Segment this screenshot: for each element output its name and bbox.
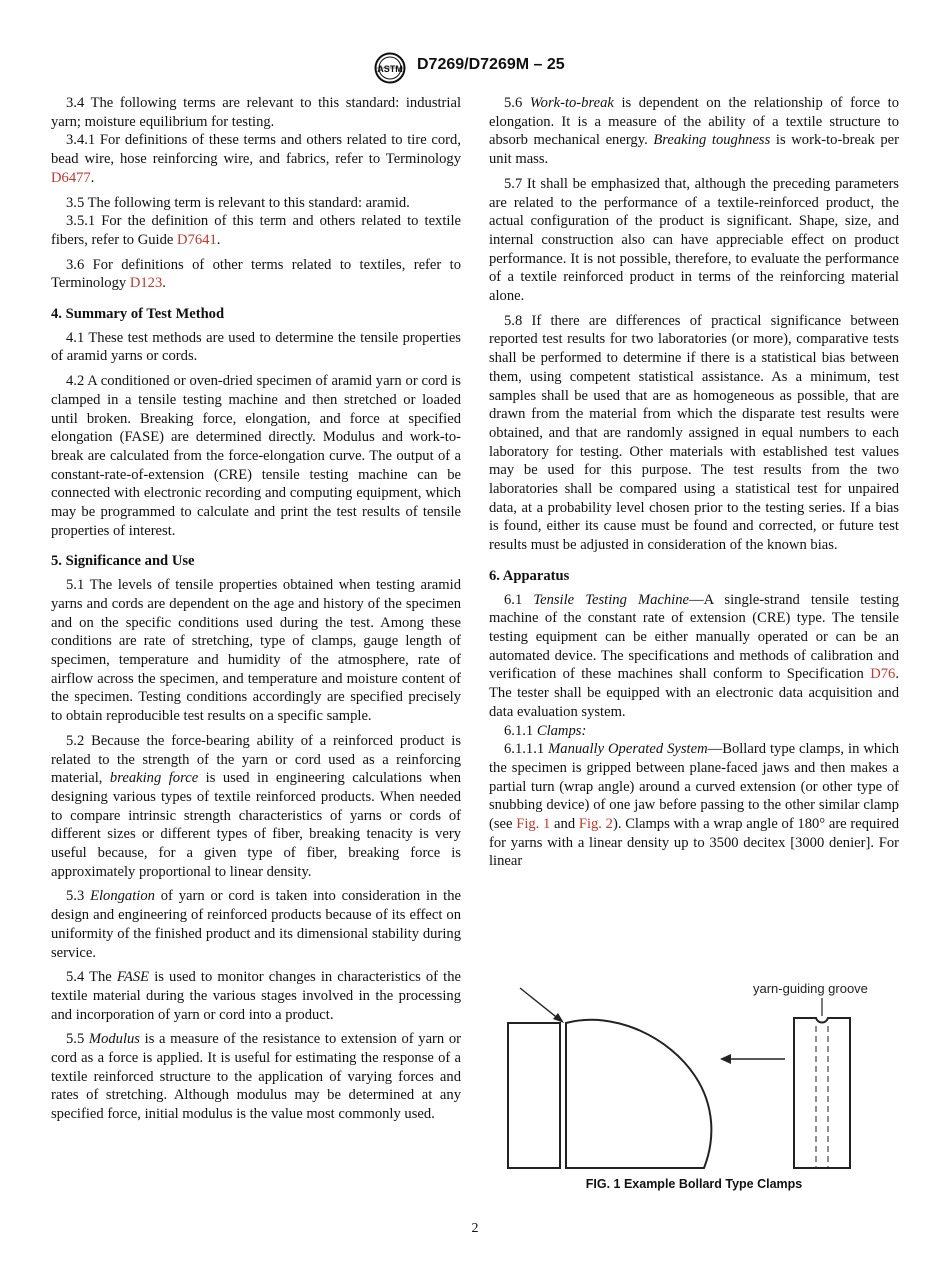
paragraph-5-8: 5.8 If there are differences of practical significance between reported test results for two laboratories (or more), comparative tests shall be performed to determine if there is a statistical bias between them, using competent statistical assistance. As a minimum, test samples shall be used that are as homogeneous as possible, that are drawn from the material from which the disparate test results were obtained, and that are randomly assigned in equal numbers to each laboratory for testing. Other materials with established test values may be used for this purpose. The test results from the two laboratories shall be compared using a statistical test for unpaired data, at a probability level chosen prior to the testing series. If a bias is found, either its cause must be found and corrected, or future test results must be adjusted in consideration of the known bias. bbox=[489, 312, 899, 554]
page-header bbox=[0, 52, 950, 86]
term-tensile-testing-machine: Tensile Testing Machine bbox=[533, 591, 690, 608]
paragraph-number: 5.3 bbox=[66, 888, 91, 905]
paragraph-3-5-1 bbox=[51, 212, 461, 249]
term-breaking-force: breaking force bbox=[109, 770, 199, 787]
term-clamps: Clamps: bbox=[536, 722, 587, 739]
section-heading-5: 5. Significance and Use bbox=[51, 553, 195, 570]
paragraph-text: 3.5.1 For the definition of this term and others related to textile fibers, refer to Guide bbox=[51, 213, 461, 248]
paragraph-number: 6.1.1 bbox=[504, 722, 537, 739]
paragraph-text: —A single-strand tensile testing machine of the constant rate of extension (CRE) type. The tensile testing equipment can be either manually operated or can be an automated device. The specifications and methods of calibration and verification of these machines shall conform to Specification bbox=[489, 591, 899, 683]
paragraph-3-6 bbox=[51, 256, 461, 293]
term-fase: FASE bbox=[116, 969, 150, 986]
ref-link-d6477[interactable]: D6477 bbox=[51, 169, 91, 186]
paragraph-3-4: 3.4 The following terms are relevant to this standard: industrial yarn; moisture equilibrium for testing. bbox=[51, 95, 461, 130]
paragraph-text: of yarn or cord is taken into consideration in the design and engineering of reinforced products because of its effect on uniformity of the finished product and its dimensional stability during service. bbox=[51, 888, 462, 961]
paragraph-text: . The tester shall be equipped with an electronic data acquisition and data evaluation system. bbox=[489, 666, 899, 720]
paragraph-6-1-1 bbox=[489, 722, 899, 741]
ref-link-fig-2[interactable]: Fig. 2 bbox=[578, 816, 613, 833]
paragraph-number: 5.5 bbox=[66, 1031, 89, 1048]
side-view-arrow-head bbox=[720, 1054, 731, 1064]
paragraph-text: and bbox=[550, 816, 579, 833]
section-heading-6: 6. Apparatus bbox=[489, 567, 570, 584]
paragraph-text: is used in engineering calculations when designing various types of textile reinforced products. When needed to compare intrinsic strength characteristics of yarns or cords of different sizes or different types of fiber, breaking tenacity is very useful because, for a given type of fiber, breaking force is approximately proportional to linear density. bbox=[51, 770, 461, 880]
paragraph-4-2: 4.2 A conditioned or oven-dried specimen of aramid yarn or cord is clamped in a tensile testing machine and then stretched or loaded until broken. Breaking force, elongation, and force at specified elongation (FASE) are determined directly. Modulus and work-to-break are calculated from the force-elongation curve. The output of a constant-rate-of-extension (CRE) tensile testing machine can be connected with electronic recording and computing equipment, which may be programmed to calculate and print the test results of tensile properties of interest. bbox=[51, 373, 461, 539]
astm-logo-icon bbox=[372, 52, 408, 84]
paragraph-text: is used to monitor changes in characteristics of the textile material during the various stages involved in the processing and incorporation of yarn or cord into a product. bbox=[51, 969, 461, 1023]
paragraph-number: 5.6 bbox=[504, 95, 530, 111]
side-view-jaw bbox=[794, 1018, 850, 1168]
paragraph-text: 3.6 For definitions of other terms related to textiles, refer to Terminology bbox=[51, 256, 461, 292]
paragraph-5-5 bbox=[51, 1030, 461, 1124]
document-designation: D7269/D7269M – 25 bbox=[417, 56, 565, 73]
term-work-to-break: Work-to-break bbox=[529, 95, 614, 111]
paragraph-text: is work-to-break per unit mass. bbox=[489, 132, 899, 168]
left-column bbox=[51, 94, 461, 1124]
right-column bbox=[489, 94, 899, 871]
ref-link-d76[interactable]: D76 bbox=[870, 666, 896, 683]
paragraph-3-4-1 bbox=[51, 131, 461, 187]
paragraph-text: ). Clamps with a wrap angle of 180° are required for yarns with a linear density up to 3500 decitex [3000 denier]. For linear bbox=[489, 816, 899, 870]
paragraph-5-1: 5.1 The levels of tensile properties obtained when testing aramid yarns and cords are dependent on the age and history of the specimen and on the specific conditions used during the test. Among these conditions are rate of stretching, type of clamps, gauge length of specimen, temperature and humidity of the atmosphere, rate of airflow across the specimen, and temperature and moisture content of the specimen. Testing conditions accordingly are specified precisely to obtain reproducible test results on a specific sample. bbox=[51, 577, 461, 725]
paragraph-text: . bbox=[90, 169, 95, 186]
paragraph-5-6 bbox=[489, 94, 899, 169]
pointer-arrow-head bbox=[553, 1013, 564, 1023]
flat-jaw bbox=[508, 1023, 560, 1168]
bollard-curved-jaw bbox=[566, 1020, 711, 1168]
paragraph-text: is dependent on the relationship of force to elongation. It is a measure of the ability of a textile structure to absorb mechanical energy. bbox=[489, 95, 899, 149]
svg-text:ASTM: ASTM bbox=[377, 64, 403, 74]
paragraph-text: is a measure of the resistance to extension of yarn or cord as a force is applied. It is useful for estimating the response of a textile reinforced structure to the application of varying forces and rates of stretching. Although modulus may be determined at any specified force, initial modulus is the value most commonly used. bbox=[51, 1031, 462, 1123]
paragraph-text: 5.2 Because the force-bearing ability of a reinforced product is related to the strength of the yarn or cord used as a reinforcing material, bbox=[51, 732, 461, 787]
groove-label: yarn-guiding groove bbox=[753, 981, 868, 996]
ref-link-d7641[interactable]: D7641 bbox=[177, 231, 217, 248]
paragraph-number: 6.1 bbox=[504, 591, 534, 608]
paragraph-text: 5.4 The bbox=[66, 969, 117, 986]
paragraph-5-2 bbox=[51, 732, 461, 882]
paragraph-3-5: 3.5 The following term is relevant to this standard: aramid. bbox=[66, 194, 410, 211]
section-heading-4: 4. Summary of Test Method bbox=[51, 306, 225, 323]
ref-link-d123[interactable]: D123 bbox=[129, 275, 163, 292]
paragraph-5-3 bbox=[51, 887, 461, 962]
ref-link-fig-1[interactable]: Fig. 1 bbox=[516, 816, 551, 833]
paragraph-6-1-1-1 bbox=[489, 740, 899, 871]
paragraph-number: 6.1.1.1 bbox=[504, 741, 549, 758]
pointer-arrow-line bbox=[520, 988, 560, 1020]
paragraph-text: 3.4.1 For definitions of these terms and others related to tire cord, bead wire, hose reinforcing wire, and fabrics, refer to Terminology bbox=[51, 132, 461, 168]
term-manually-operated-system: Manually Operated System bbox=[548, 741, 708, 758]
paragraph-4-1: 4.1 These test methods are used to determine the tensile properties of aramid yarns or cords. bbox=[51, 329, 461, 365]
paragraph-5-7: 5.7 It shall be emphasized that, although the preceding parameters are related to the performance of a textile-reinforced product, the actual configuration of the product is significant. Shape, size, and internal construction also can have appreciable effect on product performance. It is not possible, therefore, to evaluate the performance of a textile reinforced product in terms of the reinforcing material alone. bbox=[489, 175, 899, 305]
paragraph-text: —Bollard type clamps, in which the specimen is gripped between plane-faced jaws and then makes a partial turn (wrap angle) around a curved extension (or other type of snubbing device) of one jaw before passing to the other similar clamp (see bbox=[489, 741, 900, 833]
figure-1-bollard-clamps bbox=[500, 978, 870, 1178]
paragraph-text: . bbox=[162, 275, 166, 292]
figure-1-caption: FIG. 1 Example Bollard Type Clamps bbox=[585, 1177, 803, 1191]
paragraph-6-1 bbox=[489, 591, 899, 722]
paragraph-text: . bbox=[216, 231, 221, 248]
term-modulus: Modulus bbox=[88, 1031, 140, 1048]
term-breaking-toughness: Breaking toughness bbox=[653, 132, 771, 149]
page-number: 2 bbox=[471, 1221, 479, 1236]
paragraph-5-4 bbox=[51, 968, 461, 1024]
term-elongation: Elongation bbox=[90, 888, 155, 905]
